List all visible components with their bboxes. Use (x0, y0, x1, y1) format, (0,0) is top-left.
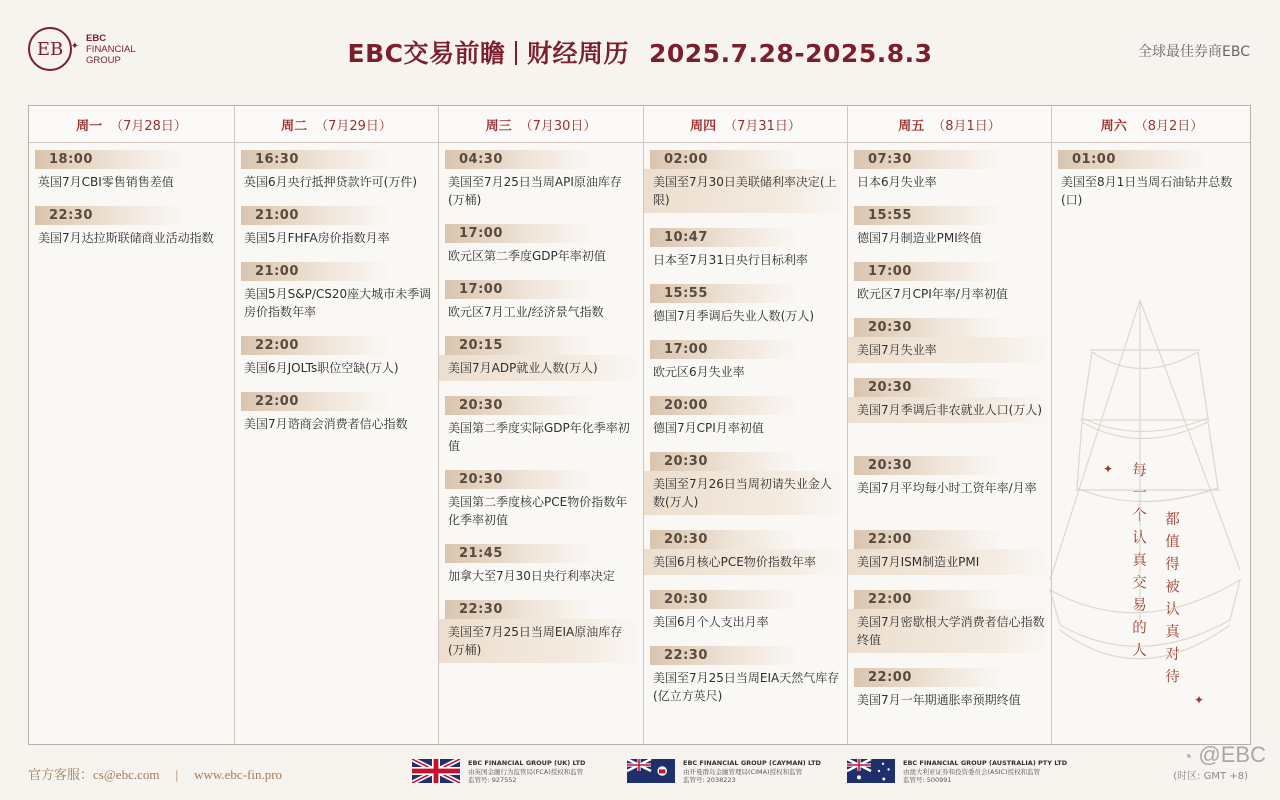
event-time: 22:00 (241, 336, 391, 355)
day-header (644, 106, 847, 143)
event-time: 01:00 (1058, 150, 1208, 169)
event-item (644, 340, 847, 385)
event-item (1052, 150, 1251, 213)
event-time: 15:55 (650, 284, 800, 303)
event-description: 日本6月失业率 (857, 175, 937, 189)
day-date: （7月31日） (724, 118, 801, 134)
footer-contact (28, 764, 282, 783)
event-item (439, 544, 643, 589)
ship-watermark-icon (1030, 290, 1250, 710)
day-name: 周五 (898, 118, 925, 134)
website-link[interactable]: www.ebc-fin.pro (194, 767, 283, 782)
event-description: 美国至7月26日当周初请失业金人数(万人) (644, 471, 847, 515)
day-header (1052, 106, 1251, 143)
logo-line: EBC (86, 32, 107, 44)
event-item (29, 150, 234, 195)
event-time: 20:15 (445, 336, 595, 355)
event-description: 美国5月S&P/CS20座大城市未季调房价指数年率 (244, 287, 432, 319)
day-header (848, 106, 1051, 143)
day-date: （7月30日） (519, 118, 597, 134)
event-item (439, 224, 643, 269)
event-time: 22:00 (854, 668, 1004, 687)
event-item (848, 668, 1051, 713)
regulator-desc: 由英国金融行为监管局(FCA)授权和监管 (468, 767, 584, 776)
event-item (235, 392, 438, 437)
day-header (29, 106, 234, 143)
regulator-number: 监管号: 500991 (903, 776, 952, 784)
event-time: 21:00 (241, 206, 391, 225)
event-item (848, 150, 1051, 195)
event-time: 20:30 (650, 590, 800, 609)
event-time: 20:30 (650, 452, 800, 471)
event-description: 英国6月央行抵押贷款许可(万件) (244, 175, 417, 189)
event-item (644, 150, 847, 213)
event-description: 德国7月季调后失业人数(万人) (653, 309, 814, 323)
event-description: 美国7月季调后非农就业人口(万人) (848, 397, 1051, 423)
event-item (848, 590, 1051, 653)
regulator-desc: 由开曼群岛金融管理局(CIMA)授权和监管 (683, 767, 803, 776)
day-name: 周四 (690, 118, 717, 134)
weibo-watermark (1183, 742, 1266, 768)
event-description: 美国至7月30日美联储利率决定(上限) (644, 169, 847, 213)
slogan-line-1: 每一个认真交易的人 (1130, 462, 1146, 665)
weibo-icon: ◔ (1182, 749, 1193, 766)
event-time: 20:30 (854, 456, 1004, 475)
regulator-name: EBC FINANCIAL GROUP (UK) LTD (468, 759, 586, 767)
event-time: 17:00 (445, 224, 595, 243)
event-item (439, 470, 643, 533)
event-time: 17:00 (650, 340, 800, 359)
event-time: 20:30 (445, 396, 595, 415)
event-time: 07:30 (854, 150, 1004, 169)
event-description: 美国至8月1日当周石油钻井总数(口) (1061, 175, 1233, 207)
event-item (644, 452, 847, 515)
event-description: 美国7月失业率 (848, 337, 1051, 363)
watermark-text: @EBC (1198, 742, 1266, 767)
event-description: 美国至7月25日当周EIA原油库存(万桶) (439, 619, 643, 663)
event-item (644, 228, 847, 273)
event-item (644, 530, 847, 575)
event-description: 美国至7月25日当周EIA天然气库存(亿立方英尺) (653, 671, 840, 703)
logo-line: GROUP (86, 54, 121, 66)
event-time: 22:00 (854, 530, 1004, 549)
regulator-australia (847, 759, 1067, 785)
event-item (644, 284, 847, 329)
event-description: 美国6月核心PCE物价指数年率 (644, 549, 847, 575)
contact-email[interactable]: 官方客服：cs@ebc.com (28, 767, 160, 782)
event-description: 美国7月一年期通胀率预期终值 (857, 693, 1021, 707)
event-time: 04:30 (445, 150, 595, 169)
event-item (644, 646, 847, 709)
day-name: 周一 (76, 118, 103, 134)
event-time: 20:00 (650, 396, 800, 415)
day-name: 周六 (1100, 118, 1127, 134)
event-time: 17:00 (445, 280, 595, 299)
event-time: 22:00 (854, 590, 1004, 609)
event-description: 欧元区第二季度GDP年率初值 (448, 249, 606, 263)
cayman-flag-icon (627, 759, 675, 783)
event-time: 17:00 (854, 262, 1004, 281)
logo-line: FINANCIAL (86, 43, 136, 55)
event-description: 加拿大至7月30日央行利率决定 (448, 569, 615, 583)
page-title (0, 34, 1280, 70)
event-description: 欧元区6月失业率 (653, 365, 745, 379)
title-brand: EBC交易前瞻 (347, 39, 506, 68)
regulator-uk (412, 759, 585, 785)
event-item (848, 318, 1051, 363)
event-time: 22:00 (241, 392, 391, 411)
day-column (234, 106, 438, 744)
event-description: 美国7月谘商会消费者信心指数 (244, 417, 408, 431)
logo-mark: EB ✦ (28, 27, 72, 71)
event-item (439, 600, 643, 663)
title-dates: 2025.7.28-2025.8.3 (649, 39, 933, 68)
day-date: （7月28日） (110, 118, 187, 134)
event-item (439, 396, 643, 459)
regulator-name: EBC FINANCIAL GROUP (CAYMAN) LTD (683, 759, 821, 767)
event-time: 20:30 (445, 470, 595, 489)
regulator-cayman (627, 759, 821, 785)
event-description: 美国7月密歇根大学消费者信心指数终值 (848, 609, 1051, 653)
event-time: 21:45 (445, 544, 595, 563)
event-item (439, 280, 643, 325)
day-column (438, 106, 643, 744)
event-item (848, 206, 1051, 251)
event-description: 德国7月CPI月率初值 (653, 421, 764, 435)
regulator-number: 监管号: 2038223 (683, 776, 736, 784)
event-description: 美国7月达拉斯联储商业活动指数 (38, 231, 214, 245)
event-item (235, 150, 438, 195)
regulator-name: EBC FINANCIAL GROUP (AUSTRALIA) PTY LTD (903, 759, 1068, 767)
event-description: 美国5月FHFA房价指数月率 (244, 231, 390, 245)
title-separator (515, 41, 517, 65)
event-item (848, 530, 1051, 575)
event-description: 德国7月制造业PMI终值 (857, 231, 982, 245)
event-description: 美国6月JOLTs职位空缺(万人) (244, 361, 399, 375)
event-time: 21:00 (241, 262, 391, 281)
event-item (439, 150, 643, 213)
event-description: 美国第二季度核心PCE物价指数年化季率初值 (448, 495, 628, 527)
footer-divider: | (175, 767, 179, 782)
sparkle-icon: ✦ (1194, 693, 1205, 707)
timezone-note: (时区: GMT +8) (1173, 771, 1248, 782)
title-calendar: 财经周历 (526, 39, 629, 68)
event-item (29, 206, 234, 251)
event-time: 10:47 (650, 228, 800, 247)
event-item (235, 206, 438, 251)
day-date: （7月29日） (315, 118, 392, 134)
day-column (847, 106, 1051, 744)
event-time: 02:00 (650, 150, 800, 169)
regulator-desc: 由澳大利亚证券和投资委员会(ASIC)授权和监管 (903, 767, 1041, 776)
event-time: 22:30 (650, 646, 800, 665)
event-description: 英国7月CBI零售销售差值 (38, 175, 174, 189)
slogan-line-2: 都值得被认真对待 (1163, 511, 1179, 691)
australia-flag-icon (847, 759, 895, 783)
event-description: 美国7月ISM制造业PMI (848, 549, 1051, 575)
event-time: 15:55 (854, 206, 1004, 225)
day-header (439, 106, 643, 143)
event-time: 16:30 (241, 150, 391, 169)
event-time: 20:30 (650, 530, 800, 549)
event-description: 美国6月个人支出月率 (653, 615, 769, 629)
day-column (643, 106, 847, 744)
day-column (29, 106, 234, 744)
sparkle-icon: ✦ (1103, 462, 1114, 476)
day-header (235, 106, 438, 143)
day-name: 周三 (485, 118, 512, 134)
event-description: 美国第二季度实际GDP年化季率初值 (448, 421, 630, 453)
day-date: （8月1日） (932, 118, 1001, 134)
event-time: 18:00 (35, 150, 185, 169)
event-item (235, 262, 438, 325)
event-description: 美国7月ADP就业人数(万人) (439, 355, 643, 381)
day-name: 周二 (281, 118, 308, 134)
event-item (644, 590, 847, 635)
event-time: 22:30 (35, 206, 185, 225)
event-item (848, 262, 1051, 307)
event-description: 日本至7月31日央行目标利率 (653, 253, 808, 267)
event-description: 欧元区7月工业/经济景气指数 (448, 305, 604, 319)
tagline: 全球最佳券商EBC (1138, 44, 1250, 60)
event-time: 22:30 (445, 600, 595, 619)
event-item (235, 336, 438, 381)
event-description: 美国至7月25日当周API原油库存(万桶) (448, 175, 622, 207)
event-item (644, 396, 847, 441)
regulator-number: 监管号: 927552 (468, 776, 517, 784)
event-description: 美国7月平均每小时工资年率/月率 (857, 481, 1037, 495)
day-date: （8月2日） (1134, 118, 1204, 134)
event-item (848, 456, 1051, 501)
event-item (848, 378, 1051, 423)
event-item (439, 336, 643, 381)
event-time: 20:30 (854, 378, 1004, 397)
event-description: 欧元区7月CPI年率/月率初值 (857, 287, 1008, 301)
uk-flag-icon (412, 759, 460, 783)
event-time: 20:30 (854, 318, 1004, 337)
